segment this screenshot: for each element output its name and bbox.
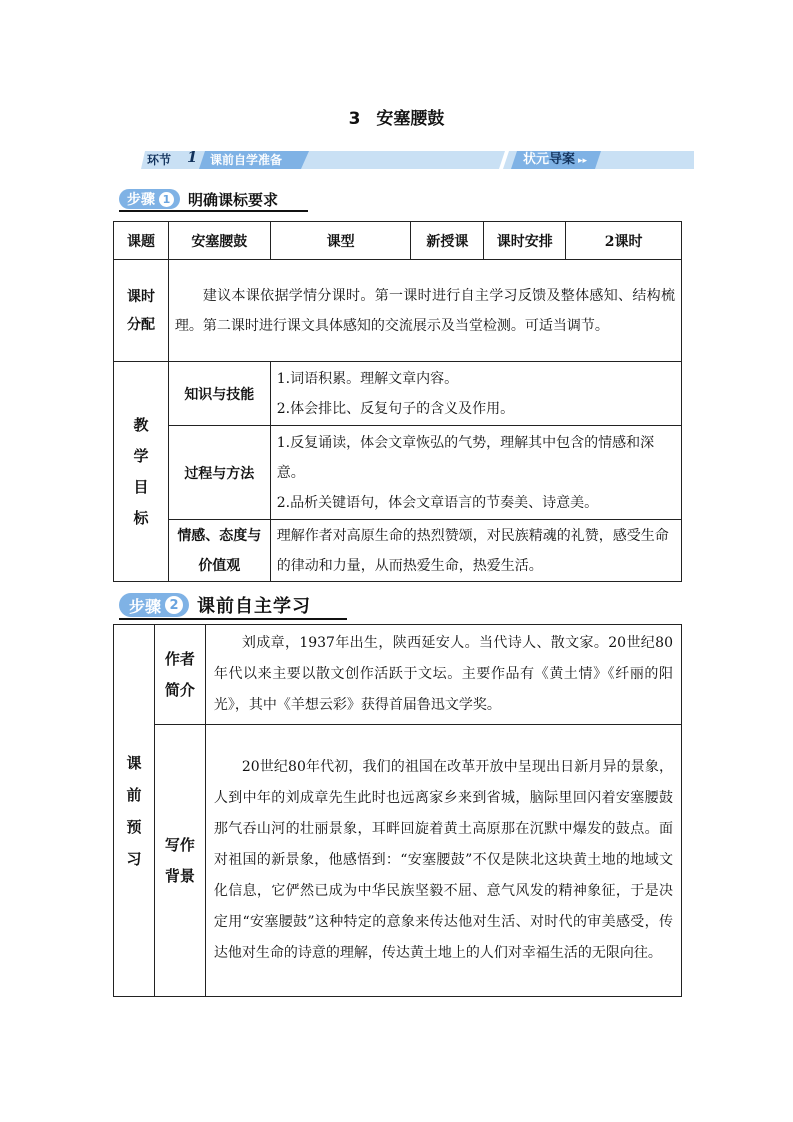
- allocation-label-line1: 课时: [126, 288, 155, 305]
- lesson-number: 3: [348, 109, 361, 129]
- emotion-label: [168, 520, 270, 582]
- step1-pill-label: 步骤: [127, 192, 155, 208]
- banner-brand-part1: 状元: [523, 152, 550, 167]
- step2-pill: [119, 593, 189, 617]
- emotion-text: 理解作者对高原生命的热烈赞颂，对民族精魂的礼赞，感受生命的律动和力量，从而热爱生命，热爱生活。: [270, 520, 681, 582]
- goals-label-char: 目: [133, 477, 149, 496]
- table-header-row: [114, 222, 682, 260]
- background-label-line2: 背景: [164, 866, 195, 885]
- step1-title: 明确课标要求: [188, 190, 279, 209]
- knowledge-label: 知识与技能: [168, 362, 270, 426]
- goal-emotion-row: [114, 520, 682, 582]
- banner-section-title: 课前自学准备: [210, 153, 283, 167]
- process-label: 过程与方法: [168, 426, 270, 520]
- topic-label: 课题: [114, 222, 169, 260]
- background-label-line1: 写作: [164, 835, 195, 854]
- goals-label: [114, 362, 169, 582]
- schedule-value: 2课时: [566, 222, 682, 260]
- emotion-label-line1: 情感、态度与: [177, 527, 262, 544]
- side-label-char: 课: [126, 753, 142, 772]
- preview-table: [113, 624, 682, 997]
- author-text: 刘成章，1937年出生，陕西延安人。当代诗人、散文家。20世纪80年代以来主要以散文创作活跃于文坛。主要作品有《黄土情》《纤丽的阳光》，其中《羊想云彩》获得首届鲁迅文学奖。: [205, 625, 681, 725]
- goal-process-row: [114, 426, 682, 520]
- side-label-char: 前: [126, 785, 142, 804]
- step2-pill-label: 步骤: [129, 596, 162, 616]
- step2-header: [119, 591, 311, 619]
- knowledge-item: 1.词语积累。理解文章内容。: [276, 370, 459, 387]
- process-item: 2.品析关键语句，体会文章语言的节奏美、诗意美。: [276, 494, 599, 511]
- goals-label-char: 教: [133, 415, 149, 434]
- schedule-label: 课时安排: [484, 222, 566, 260]
- side-label-char: 习: [126, 849, 142, 868]
- goal-knowledge-row: [114, 362, 682, 426]
- step2-title: 课前自主学习: [197, 596, 312, 617]
- background-text: 20世纪80年代初，我们的祖国在改革开放中呈现出日新月异的景象，人到中年的刘成章先生此时也远离家乡来到省城，脑际里回闪着安塞腰鼓那气吞山河的壮丽景象，耳畔回旋着黄土高原那在沉默中爆发的鼓点。面对祖国的新景象，他感悟到：“安塞腰鼓”不仅是陕北这块黄土地的地域文化信息，它俨然已成为中华民族坚毅不屈、意气风发的精神象征，于是决定用“安塞腰鼓”这种特定的意象来传达他对生活、对时代的审美感受，传达他对生命的诗意的理解，传达黄土地上的人们对幸福生活的无限向往。: [205, 725, 681, 997]
- allocation-label: [114, 260, 169, 362]
- process-content: [270, 426, 681, 520]
- preview-side-label: [114, 625, 155, 997]
- step1-underline: [119, 210, 308, 212]
- banner-section-number: 1: [187, 148, 198, 166]
- background-row: [114, 725, 682, 997]
- banner-brand-part2: 导案: [549, 152, 576, 167]
- allocation-row: [114, 260, 682, 362]
- type-value: 新授课: [411, 222, 484, 260]
- knowledge-item: 2.体会排比、反复句子的含义及作用。: [276, 400, 515, 417]
- background-label: [154, 725, 205, 997]
- step1-pill: [119, 189, 180, 209]
- banner-arrow-icon: ▸▸: [578, 156, 588, 166]
- type-label: 课型: [270, 222, 411, 260]
- step1-number-icon: 1: [159, 192, 174, 207]
- process-item: 1.反复诵读，体会文章恢弘的气势，理解其中包含的情感和深意。: [276, 434, 655, 481]
- step1-header: [119, 188, 278, 210]
- step2-number-icon: 2: [165, 596, 183, 614]
- banner-left-notch: [121, 151, 145, 169]
- banner-brand: [523, 151, 587, 170]
- step2-underline: [119, 618, 347, 620]
- lesson-plan-table: [113, 221, 682, 582]
- side-label-char: 预: [126, 817, 142, 836]
- author-label-line1: 作者: [164, 649, 195, 668]
- author-label: [154, 625, 205, 725]
- lesson-title: 安塞腰鼓: [376, 109, 445, 129]
- knowledge-content: [270, 362, 681, 426]
- banner-background: [121, 151, 694, 169]
- allocation-label-line2: 分配: [126, 316, 155, 333]
- allocation-text: 建议本课依据学情分课时。第一课时进行自主学习反馈及整体感知、结构梳理。第二课时进行课文具体感知的交流展示及当堂检测。可适当调节。: [168, 260, 681, 362]
- goals-label-char: 标: [133, 508, 149, 527]
- section-banner: [121, 148, 694, 169]
- goals-label-char: 学: [133, 446, 149, 465]
- author-row: [114, 625, 682, 725]
- author-label-line2: 简介: [164, 680, 195, 699]
- banner-section-label: 环节: [147, 153, 172, 167]
- page-title: [0, 104, 793, 129]
- topic-value: 安塞腰鼓: [168, 222, 270, 260]
- emotion-label-line2: 价值观: [198, 557, 241, 574]
